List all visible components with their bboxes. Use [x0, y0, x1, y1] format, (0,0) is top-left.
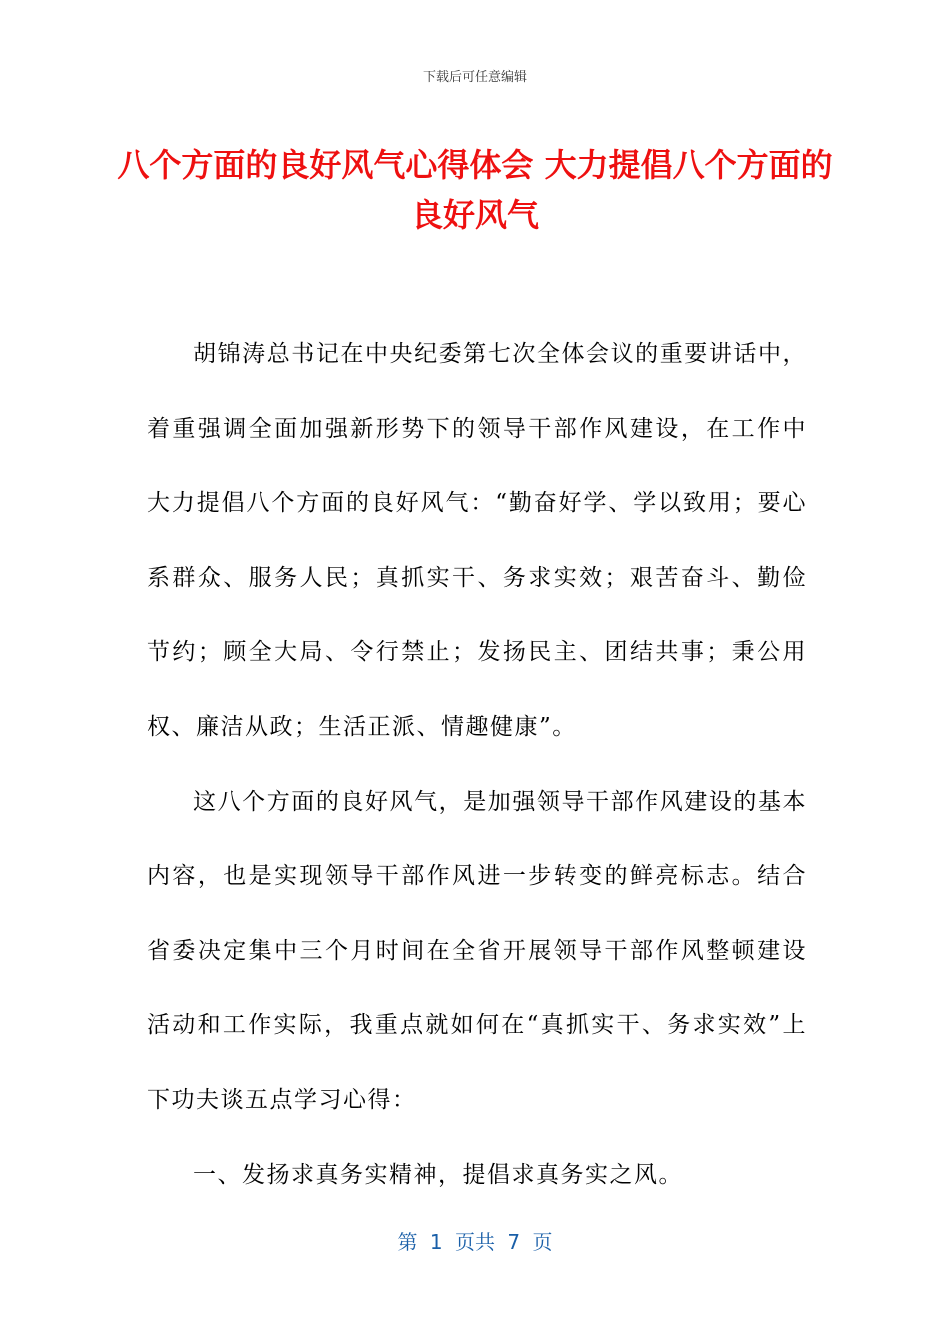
page-label-suffix: 页	[532, 1230, 553, 1254]
document-title: 八个方面的良好风气心得体会 大力提倡八个方面的良好风气	[117, 146, 833, 234]
page-footer	[0, 1226, 950, 1255]
page-label-prefix: 第	[397, 1230, 418, 1254]
document-body	[147, 317, 807, 1212]
paragraph-1: 胡锦涛总书记在中央纪委第七次全体会议的重要讲话中，着重强调全面加强新形势下的领导干部作风建设，在工作中大力提倡八个方面的良好风气：“勤奋好学、学以致用；要心系群众、服务人民；真抓实干、务求实效；艰苦奋斗、勤俭节约；顾全大局、令行禁止；发扬民主、团结共事；秉公用权、廉洁从政；生活正派、情趣健康”。	[147, 341, 807, 740]
header-note: 下载后可任意编辑	[422, 70, 527, 85]
current-page-number: 1	[429, 1230, 443, 1254]
paragraph-3: 一、发扬求真务实精神，提倡求真务实之风。	[193, 1161, 683, 1188]
total-pages-number: 7	[507, 1230, 521, 1254]
paragraph-2: 这八个方面的良好风气，是加强领导干部作风建设的基本内容，也是实现领导干部作风进一步转变的鲜亮标志。结合省委决定集中三个月时间在全省开展领导干部作风整顿建设活动和工作实际，我重点就如何在“真抓实干、务求实效”上下功夫谈五点学习心得：	[147, 788, 807, 1113]
page-label-middle: 页共	[455, 1230, 495, 1254]
